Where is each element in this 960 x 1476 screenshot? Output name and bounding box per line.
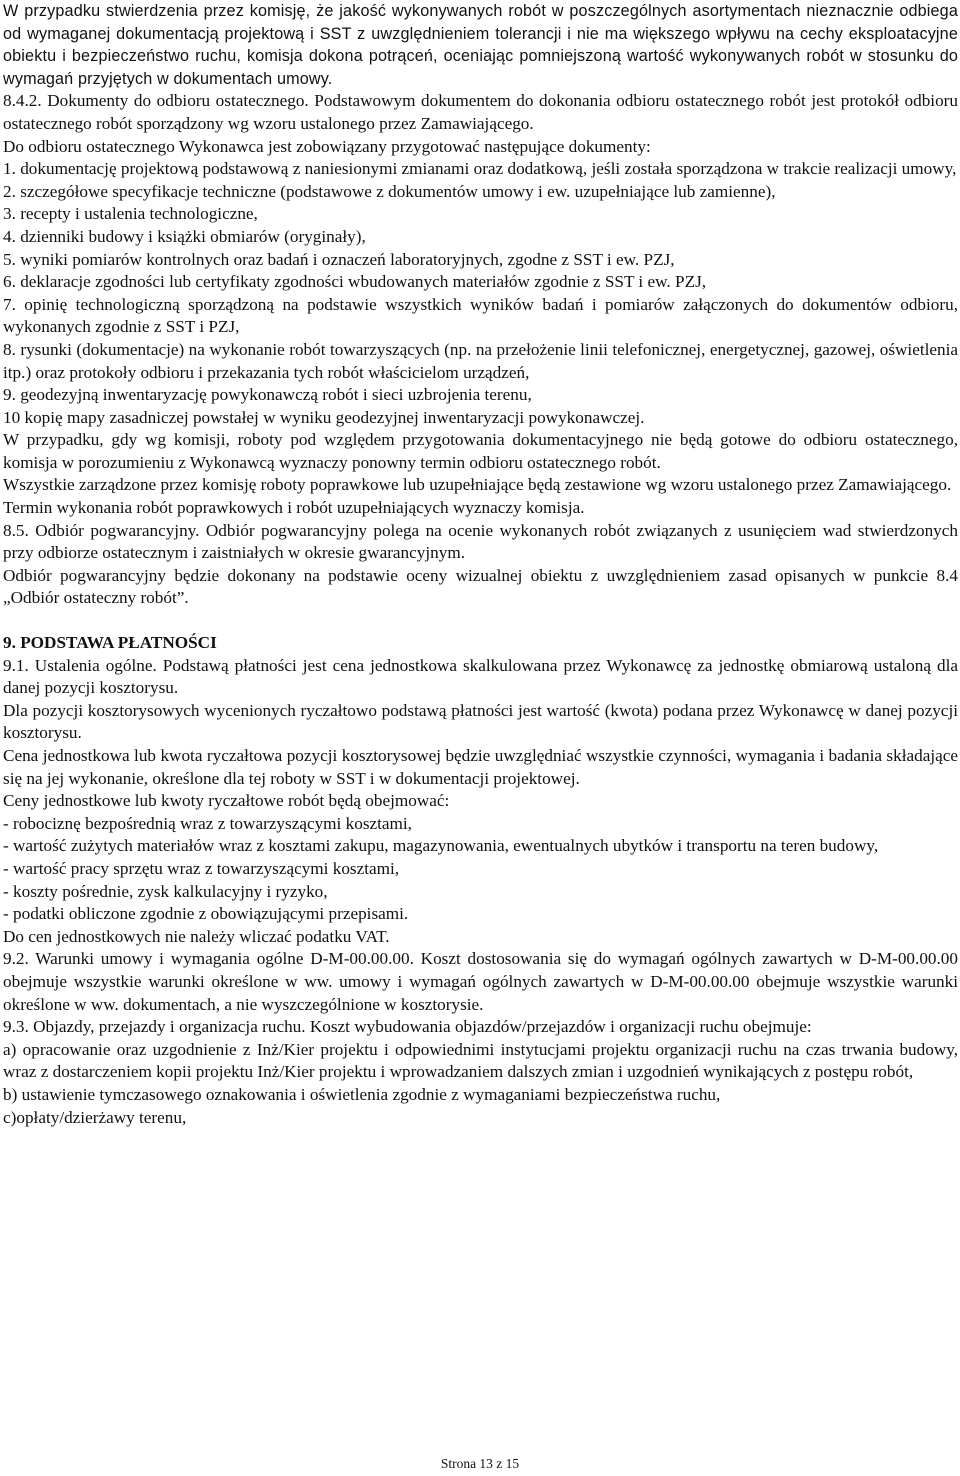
list-item: c)opłaty/dzierżawy terenu, <box>3 1107 187 1127</box>
paragraph-vat: Do cen jednostkowych nie należy wliczać podatku VAT. <box>3 926 390 946</box>
list-item: b) ustawienie tymczasowego oznakowania i oświetlenia zgodnie z wymaganiami bezpieczeństwa ruchu, <box>3 1084 721 1104</box>
paragraph-85: 8.5. Odbiór pogwarancyjny. Odbiór pogwarancyjny polega na ocenie wykonanych robót związanych z usunięciem wad stwierdzonych przy odbiorze ostatecznym i zaistniałych w okresie gwarancyjnym. <box>3 520 958 563</box>
page-number-footer: Strona 13 z 15 <box>440 1456 520 1471</box>
paragraph-91d: Ceny jednostkowe lub kwoty ryczałtowe robót będą obejmować: <box>3 791 450 811</box>
list-item: 10 kopię mapy zasadniczej powstałej w wyniku geodezyjnej inwentaryzacji powykonawczej. <box>3 407 645 427</box>
paragraph-93: 9.3. Objazdy, przejazdy i organizacja ruchu. Koszt wybudowania objazdów/przejazdów i organizacji ruchu obejmuje: <box>3 1017 812 1037</box>
paragraph-842: 8.4.2. Dokumenty do odbioru ostatecznego. Podstawowym dokumentem do dokonania odbioru ostatecznego robót jest protokół odbioru ostatecznego robót sporządzony wg wzoru ustalonego przez Zamawiającego. <box>3 91 958 133</box>
list-item: 8. rysunki (dokumentacje) na wykonanie robót towarzyszących (np. na przełożenie linii telefonicznej, energetycznej, gazowej, oświetlenia itp.) oraz protokoły odbioru i przekazania tych robót właścicielom urządzeń, <box>3 339 958 382</box>
list-item: a) opracowanie oraz uzgodnienie z Inż/Kier projektu i odpowiednimi instytucjami projektu organizacji ruchu na czas trwania budowy, wraz z dostarczeniem kopii projektu Inż/Kier projektu i wprowadzaniem dalszych zmian i uzgodnień wynikających z postępu robót, <box>3 1039 958 1082</box>
list-item: 6. deklaracje zgodności lub certyfikaty zgodności wbudowanych materiałów zgodnie z SST i ew. PZJ, <box>3 272 707 292</box>
list-item: - podatki obliczone zgodnie z obowiązującymi przepisami. <box>3 904 409 924</box>
paragraph-not-ready: W przypadku, gdy wg komisji, roboty pod względem przygotowania dokumentacyjnego nie będą gotowe do odbioru ostatecznego, komisja w porozumieniu z Wykonawcą wyznaczy ponowny termin odbioru ostatecznego robót. <box>3 430 958 472</box>
section-gap <box>3 610 958 632</box>
paragraph-deadline: Termin wykonania robót poprawkowych i robót uzupełniających wyznaczy komisja. <box>3 498 585 518</box>
paragraph-91c: Cena jednostkowa lub kwota ryczałtowa pozycji kosztorysowej będzie uwzględniać wszystkie czynności, wymagania i badania składające się na jej wykonanie, określone dla tej roboty w SST i w dokumentacji projektowej. <box>3 746 958 788</box>
list-item: 1. dokumentację projektową podstawową z naniesionymi zmianami oraz dodatkową, jeśli została sporządzona w trakcie realizacji umowy, <box>3 159 957 179</box>
paragraph-corrections: Wszystkie zarządzone przez komisję roboty poprawkowe lub uzupełniające będą zestawione wg wzoru ustalonego przez Zamawiającego. <box>3 475 952 495</box>
paragraph-92: 9.2. Warunki umowy i wymagania ogólne D-M-00.00.00. Koszt dostosowania się do wymagań ogólnych zawartych w D-M-00.00.00 obejmuje wszystkie warunki określone w ww. umowy i wymagań ogólnych zawartych w D-M-00.00.00 obejmuje wszystkie warunki określone w ww. dokumentach, a nie wyszczególnione w kosztorysie. <box>3 949 958 1014</box>
list-item: - wartość pracy sprzętu wraz z towarzyszącymi kosztami, <box>3 858 400 878</box>
section-heading: 9. PODSTAWA PŁATNOŚCI <box>3 633 217 653</box>
paragraph-91b: Dla pozycji kosztorysowych wycenionych ryczałtowo podstawą płatności jest wartość (kwota) podana przez Wykonawcę w danej pozycji kosztorysu. <box>3 700 958 743</box>
list-item: - koszty pośrednie, zysk kalkulacyjny i ryzyko, <box>3 881 328 901</box>
paragraph-docs-intro: Do odbioru ostatecznego Wykonawca jest zobowiązany przygotować następujące dokumenty: <box>3 136 651 156</box>
list-item: 3. recepty i ustalenia technologiczne, <box>3 204 258 224</box>
paragraph-91: 9.1. Ustalenia ogólne. Podstawą płatności jest cena jednostkowa skalkulowana przez Wykonawcę za jednostkę obmiarową ustaloną dla danej pozycji kosztorysu. <box>3 655 958 698</box>
list-item: 4. dzienniki budowy i książki obmiarów (oryginały), <box>3 226 366 246</box>
list-item: 9. geodezyjną inwentaryzację powykonawczą robót i sieci uzbrojenia terenu, <box>3 385 532 405</box>
paragraph-quality-deduction: W przypadku stwierdzenia przez komisję, że jakość wykonywanych robót w poszczególnych asortymentach nieznacznie odbiega od wymaganej dokumentacją projektową i SST z uwzględnieniem tolerancji i nie ma większego wpływu na cechy eksploatacyjne obiektu i bezpieczeństwo ruchu, komisja dokona potrąceń, oceniając pomniejszoną wartość wykonywanych robót w stosunku do wymagań przyjętych w dokumentach umowy. <box>3 2 958 88</box>
list-item: 5. wyniki pomiarów kontrolnych oraz badań i oznaczeń laboratoryjnych, zgodne z SST i ew. PZJ, <box>3 249 675 269</box>
paragraph-85b: Odbiór pogwarancyjny będzie dokonany na podstawie oceny wizualnej obiektu z uwzględnieniem zasad opisanych w punkcie 8.4 „Odbiór ostateczny robót”. <box>3 565 958 608</box>
list-item: 7. opinię technologiczną sporządzoną na podstawie wszystkich wyników badań i pomiarów załączonych do dokumentów odbioru, wykonanych zgodnie z SST i PZJ, <box>3 294 958 337</box>
list-item: - robociznę bezpośrednią wraz z towarzyszącymi kosztami, <box>3 813 412 833</box>
list-item: 2. szczegółowe specyfikacje techniczne (podstawowe z dokumentów umowy i ew. uzupełniające lub zamienne), <box>3 181 776 201</box>
list-item: - wartość zużytych materiałów wraz z kosztami zakupu, magazynowania, ewentualnych ubytków i transportu na teren budowy, <box>3 836 879 856</box>
